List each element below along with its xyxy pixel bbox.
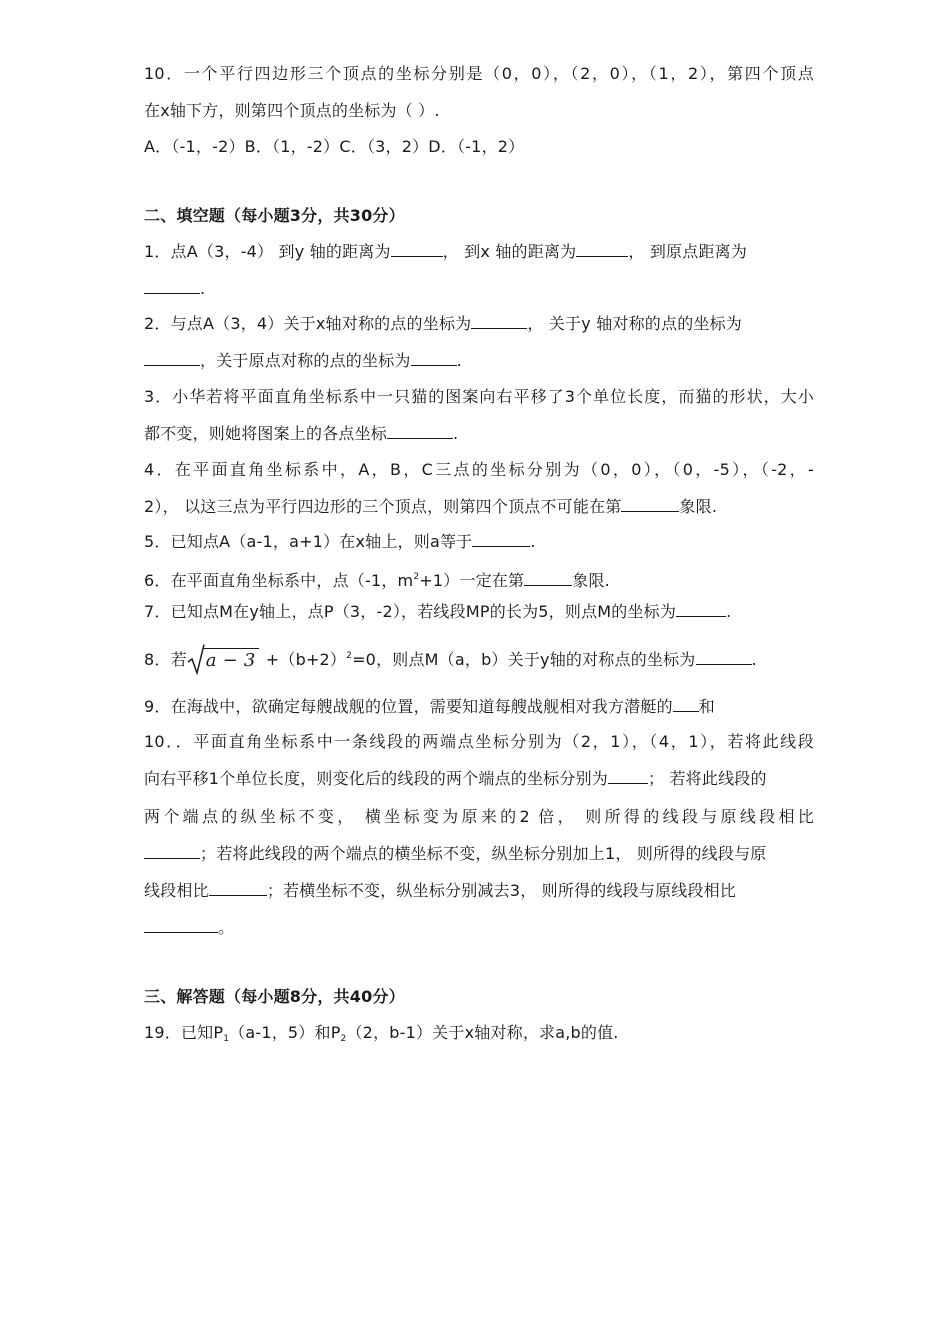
answer-blank[interactable]	[144, 351, 200, 366]
fill-question-10-line-3: 两个端点的纵坐标不变， 横坐标变为原来的2 倍， 则所得的线段与原线段相比	[144, 807, 814, 826]
fill-question-4-line-2	[144, 496, 814, 518]
square-root	[187, 647, 259, 675]
fill-question-9	[144, 696, 814, 718]
q10-text-c: ；若将此线段的两个端点的横坐标不变，纵坐标分别加上1， 则所得的线段与原	[200, 844, 767, 863]
answer-blank[interactable]	[673, 697, 699, 712]
fill-question-10-line-4	[144, 843, 814, 865]
q1-period: .	[200, 279, 206, 298]
q6-text-c: 象限.	[572, 571, 610, 590]
fill-question-6	[144, 566, 814, 592]
answer-blank[interactable]	[144, 844, 200, 859]
fill-question-2-cont	[144, 350, 814, 372]
q10-text-d: 线段相比	[144, 881, 209, 900]
q10-text-e: ；若横坐标不变，纵坐标分别减去3， 则所得的线段与原线段相比	[266, 881, 737, 900]
q19-subscript-1: 1	[223, 1034, 230, 1044]
answer-blank[interactable]	[524, 571, 572, 586]
q9-text-a: 9．在海战中，欲确定每艘战舰的位置，需要知道每艘战舰相对我方潜艇的	[144, 697, 673, 716]
q6-exponent: 2	[413, 572, 420, 582]
answer-blank[interactable]	[144, 279, 200, 294]
q6-text-b: +1）一定在第	[419, 571, 525, 590]
question-10-line-2: 在x轴下方，则第四个顶点的坐标为（ ）.	[144, 101, 440, 120]
answer-blank[interactable]	[576, 242, 628, 257]
fill-question-3-line-1: 3．小华若将平面直角坐标系中一只猫的图案向右平移了3个单位长度，而猫的形状，大小	[144, 387, 814, 406]
q9-text-b: 和	[698, 697, 715, 716]
q4-text-a: 2）， 以这三点为平行四边形的三个顶点，则第四个顶点不可能在第	[144, 497, 622, 516]
q7-text: 7．已知点M在y轴上，点P（3，-2），若线段MP的长为5，则点M的坐标为	[144, 602, 677, 621]
answer-blank[interactable]	[391, 242, 443, 257]
q2-text-a: 2．与点A（3，4）关于x轴对称的点的坐标为	[144, 314, 472, 333]
answer-blank[interactable]	[411, 351, 457, 366]
q3-text: 都不变，则她将图案上的各点坐标	[144, 424, 388, 443]
q2-period: .	[456, 351, 462, 370]
q19-text-c: （2，b-1）关于x轴对称，求a,b的值.	[346, 1023, 619, 1042]
fill-question-10-line-5	[144, 880, 814, 902]
q6-text-a: 6．在平面直角坐标系中，点（-1，m	[144, 571, 414, 590]
fill-question-10-line-1: 10．．平面直角坐标系中一条线段的两端点坐标分别为（2，1），（4，1），若将此线段	[144, 732, 814, 751]
q5-text: 5．已知点A（a-1，a+1）在x轴上，则a等于	[144, 532, 473, 551]
fill-question-8	[144, 642, 814, 675]
q8-text-a: 8．若	[144, 650, 187, 669]
fill-question-10-line-6	[144, 917, 814, 939]
answer-blank[interactable]	[472, 532, 530, 547]
answer-question-19	[144, 1022, 814, 1050]
question-10-line-1: 10．一个平行四边形三个顶点的坐标分别是（0，0），（2，0），（1，2），第四个顶点	[144, 64, 814, 83]
q7-period: .	[726, 602, 732, 621]
answer-blank[interactable]	[621, 497, 679, 512]
q2-text-b: ， 关于y 轴对称的点的坐标为	[527, 314, 743, 333]
q10-text-a: 向右平移1个单位长度，则变化后的线段的两个端点的坐标分别为	[144, 769, 608, 788]
q1-text-a: 1．点A（3，-4） 到y 轴的距离为	[144, 242, 391, 261]
answer-blank[interactable]	[209, 881, 267, 896]
fill-question-1	[144, 241, 814, 263]
answer-blank[interactable]	[471, 314, 527, 329]
q3-period: .	[453, 424, 459, 443]
radical-sign-icon	[187, 643, 205, 675]
q5-period: .	[530, 532, 536, 551]
answer-blank[interactable]	[387, 424, 453, 439]
answer-blank[interactable]	[696, 650, 752, 665]
answer-blank[interactable]	[608, 769, 648, 784]
q8-period: .	[751, 650, 757, 669]
fill-question-7	[144, 601, 814, 623]
q8-text-b: +（b+2）	[260, 650, 347, 669]
answer-blank[interactable]	[144, 918, 218, 933]
answer-blank[interactable]	[676, 602, 726, 617]
fill-question-3-line-2	[144, 423, 814, 445]
q19-text-b: （a-1，5）和P	[229, 1023, 341, 1042]
q19-text-a: 19．已知P	[144, 1023, 224, 1042]
radicand: a − 3	[203, 648, 259, 672]
q1-text-b: ， 到x 轴的距离为	[442, 242, 577, 261]
section-2-heading: 二、填空题（每小题3分，共30分）	[144, 206, 405, 225]
fill-question-2	[144, 313, 814, 335]
fill-question-10-line-2	[144, 768, 814, 790]
q4-text-b: 象限.	[679, 497, 718, 516]
q10-period: 。	[218, 918, 235, 937]
fill-question-4-line-1: 4．在平面直角坐标系中，A，B，C三点的坐标分别为（0，0），（0，-5），（-2，-	[144, 460, 814, 479]
q10-text-b: ； 若将此线段的	[647, 769, 767, 788]
q8-exponent: 2	[346, 651, 353, 661]
q1-text-c: ， 到原点距离为	[628, 242, 748, 261]
fill-question-5	[144, 531, 814, 553]
q19-subscript-2: 2	[340, 1034, 347, 1044]
fill-question-1-cont	[144, 278, 814, 300]
section-3-heading: 三、解答题（每小题8分，共40分）	[144, 987, 405, 1006]
question-10-options: A．（-1，-2）B．（1，-2）C．（3，2）D．（-1，2）	[144, 137, 525, 156]
q8-text-c: =0，则点M（a，b）关于y轴的对称点的坐标为	[352, 650, 696, 669]
q2-text-c: ，关于原点对称的点的坐标为	[200, 351, 411, 370]
